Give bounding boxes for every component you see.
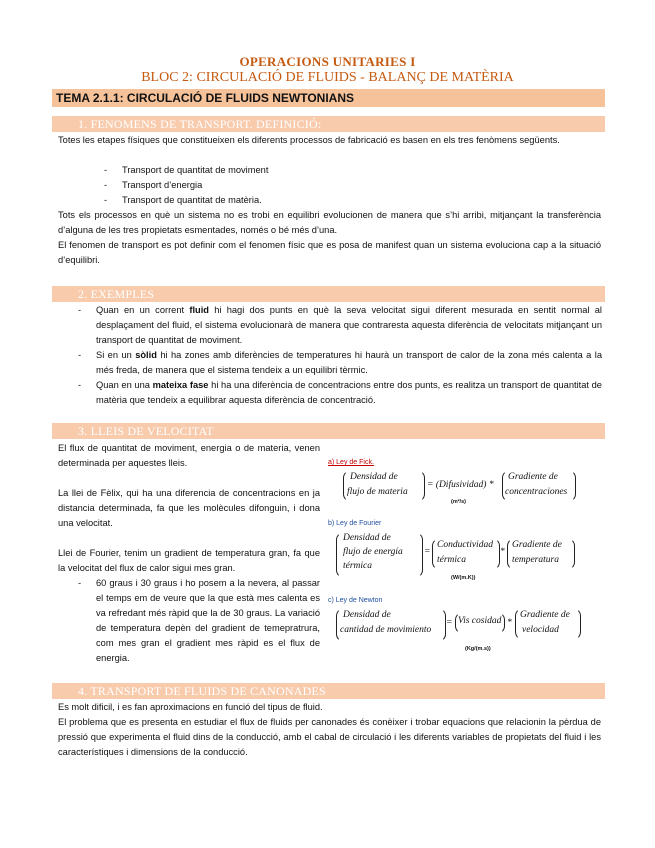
section-1-heading: 1. FENOMENS DE TRANSPORT. DEFINICIÓ:	[52, 116, 605, 132]
tema-heading: TEMA 2.1.1: CIRCULACIÓ DE FLUIDS NEWTONIANS	[52, 89, 605, 107]
section-4-heading: 4. TRANSPORT DE FLUIDS DE CANONADES	[52, 683, 605, 699]
section-2-heading: 2. EXEMPLES	[52, 286, 605, 302]
document-subtitle: BLOC 2: CIRCULACIÓ DE FLUIDS - BALANÇ DE MATÈRIA	[141, 70, 514, 85]
section-3-paragraph-1: El flux de quantitat de moviment, energia o de materia, venen determinada per aquestes lleis.	[58, 443, 320, 468]
section-4-paragraph-2: El problema que es presenta en estudiar el flux de fluids per canonades és conèixer i trobar equacions que relacionin la pèrdua de pressió que experimenta el fluid dins de la conducció, amb el cabal de circulació i les diferents variables de propietats del fluid i les característiques i dimensions de la conducció.	[58, 717, 601, 757]
section-3-paragraph-2: La llei de Fèlix, qui ha una diferencia de concentracions en ja distancia determinada, fa que les molècules difonguin, i dona una velocitat.	[58, 488, 320, 528]
section-4-paragraph-1: Es molt dificil, i es fan aproximacions en funció del tipus de fluid.	[58, 702, 323, 712]
section-1-paragraph-3: El fenomen de transport es pot definir com el fenomen físic que es posa de manifest quan un sistema evoluciona cap a la situació d’equilibri.	[58, 240, 601, 265]
section-1-paragraph-2: Tots els processos en què un sistema no es trobi en equilibri evolucionen de manera que s’hi arribi, mitjançant la transferència d’alguna de les tres propietats esmentades, només o bé més d’una.	[58, 210, 601, 235]
section-1-intro: Totes les etapes físiques que constitueixen els diferents processos de fabricació es basen en els tres fenòmens següents.	[58, 135, 560, 145]
section-3-heading: 3. LLEIS DE VELOCITAT	[52, 423, 605, 439]
section-3-paragraph-3: Llei de Fourier, tenim un gradient de temperatura gran, fa que la velocitat del flux de calor sigui mes gran.	[58, 548, 320, 573]
document-title: OPERACIONS UNITARIES I	[239, 54, 416, 69]
